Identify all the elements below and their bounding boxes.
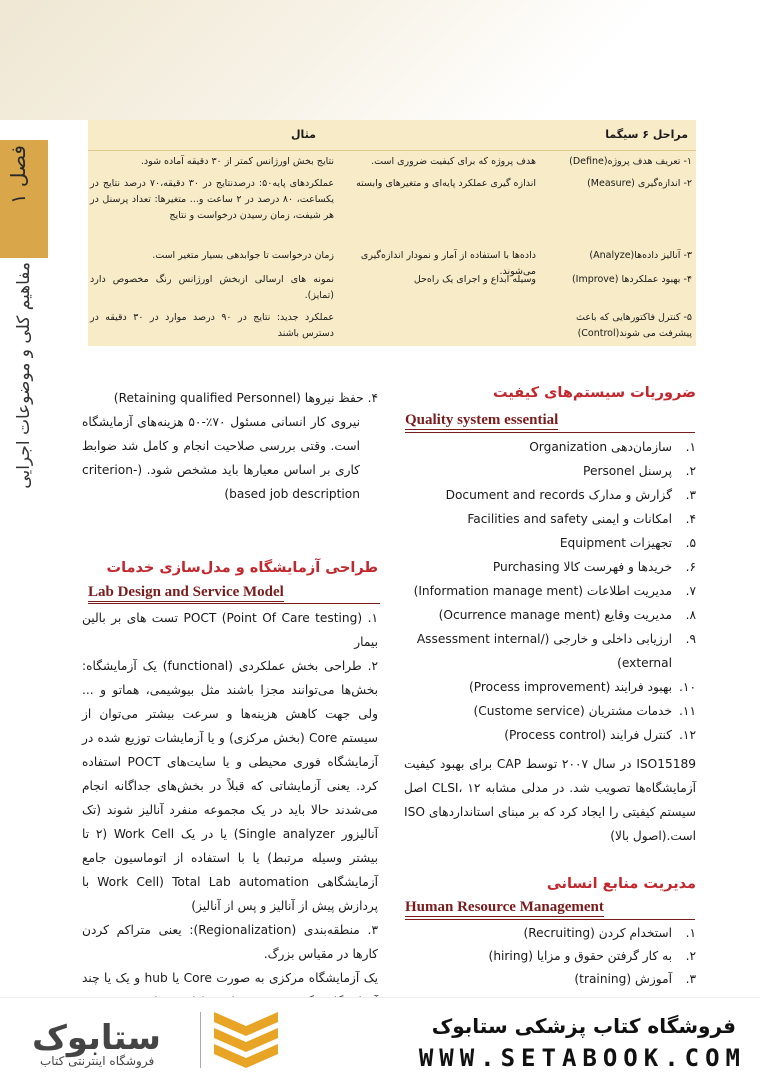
chapter-label: فصل ۱	[6, 145, 30, 205]
list-item: ۸.مدیریت وقایع (Ocurrence manage ment)	[438, 608, 696, 622]
quality-title: ضروریات سیستم‌های کیفیت	[492, 385, 696, 401]
list-item: ۶.خریدها و فهرست کالا Purchasing	[492, 560, 696, 574]
table-cell-example: عملکردهای پایه۵۰: درصدنتایج در ۳۰ دقیقه،۷۰ درصد نتایج در یکساعت، ۸۰ درصد در ۲ ساعت و... متغیرها: تعداد پرسنل در هر شیفت، زمان رسیدن درخواست و نتایج	[90, 178, 335, 221]
quality-title-en: Quality system essential	[405, 412, 559, 428]
list-item: ۲. طراحی بخش عملکردی (functional) یک آزمایشگاه: بخش‌ها می‌توانند مجزا باشند مثل بیوشیمی، هماتو و ... ولی جهت کاهش هزینه‌ها و سرعت بیشتر می‌توان از سیستم Core (بخش مرکزی) و یا آزمایشات توزیع شده در آزمایشگاه فوری محیطی و یا سایت‌های POCT استفاده کرد. یعنی آزمایشاتی که قبلاً در بخش‌های جداگانه انجام می‌شدند حالا باید در یک مجموعه منفرد آنالیز شوند (تک آنالیزور Single analyzer) یا در یک Work Cell (۲ تا بیشتر وسیله مرتبط) یا با استفاده از اتوماسیون جامع آزمایشگاهی Total Lab automation (Work Cell با پردازش پیش از آنالیز و پس از آنالیز)	[82, 659, 378, 913]
list-item: ۳.گزارش و مدارک Document and records	[445, 488, 696, 502]
quality-rule	[405, 432, 695, 433]
list-item: ۱.سازمان‌دهی Organization	[529, 440, 696, 454]
list-item: ۳. منطقه‌بندی (Regionalization): یعنی متراکم کردن کارها در مقیاس بزرگ.	[82, 923, 378, 961]
list-item: external)	[617, 656, 672, 670]
hr-rule	[405, 919, 695, 920]
lab-design-title: طراحی آزمایشگاه و مدل‌سازی خدمات	[106, 560, 378, 576]
table-cell-step: ۱- تعریف هدف پروژه(Define)	[569, 156, 692, 167]
hr-title: مدیریت منابع انسانی	[546, 876, 696, 892]
shop-name: فروشگاه کتاب پزشکی ستابوک	[431, 1014, 736, 1038]
table-divider	[88, 150, 696, 151]
list-item: ۳.آموزش (training)	[574, 972, 696, 986]
header-decoration	[0, 0, 760, 120]
retaining-section	[82, 386, 378, 532]
chevron-logo-icon	[214, 1012, 278, 1072]
table-cell-desc: داده‌ها با استفاده از آمار و نمودار اندازه‌گیری می‌شوند.	[360, 250, 536, 277]
quality-list	[396, 440, 696, 760]
list-item: یک آزمایشگاه مرکزی به صورت Core یا hub و یک یا چند	[82, 971, 379, 985]
table-cell-example: عملکرد جدید: نتایج در ۹۰ درصد موارد در ۳۰ دقیقه در دسترس باشند	[90, 312, 334, 339]
brand-logo-subtitle: فروشگاه اینترنتی کتاب	[40, 1054, 155, 1068]
list-item: ۵.تجهیزات Equipment	[559, 536, 696, 550]
list-item: ۹.ارزیابی داخلی و خارجی (/Assessment internal	[416, 632, 696, 646]
lab-design-rule	[88, 603, 380, 604]
footer-banner	[0, 997, 760, 1080]
table-cell-step: ۲- اندازه‌گیری (Measure)	[587, 178, 692, 189]
table-cell-example: نمونه های ارسالی ازبخش اورژانس رنگ مخصوص دارد (تمایز).	[90, 274, 334, 301]
retaining-title: ۴. حفظ نیروها (Retaining qualified Personnel)	[113, 391, 378, 405]
table-cell-step: ۴- بهبود عملکردها (Improve)	[571, 274, 692, 285]
list-item: ۱۰.بهبود فرایند (Process improvement)	[469, 680, 696, 694]
table-cell-desc: اندازه گیری عملکرد پایه‌ای و متغیرهای وابسته	[356, 178, 536, 189]
hr-title-en: Human Resource Management	[405, 899, 604, 915]
list-item: ۲.به کار گرفتن حقوق و مزایا (hiring)	[488, 949, 696, 963]
footer-divider	[200, 1012, 201, 1068]
list-item: ۱.استخدام کردن (Recruiting)	[523, 926, 696, 940]
chapter-subtitle: مفاهیم کلی و موضوعات اجرایی	[14, 262, 34, 489]
lab-design-title-en: Lab Design and Service Model	[88, 584, 284, 600]
list-item: ۲.پرسنل Personel	[583, 464, 696, 478]
hr-list	[396, 926, 696, 998]
list-item: ۱۱.خدمات مشتریان (Custome service)	[473, 704, 696, 718]
table-header-steps: مراحل ۶ سیگما	[605, 128, 688, 141]
quality-paragraph: ISO15189 در سال ۲۰۰۷ توسط CAP برای بهبود کیفیت آزمایشگاه‌ها تصویب شد. در مدلی مشابه CLSI، ۱۲ اصل سیستم کیفیتی را ایجاد کرد که بر مبنای استانداردهای ISO است.(اصول بالا)	[404, 757, 697, 843]
six-sigma-table	[88, 120, 696, 346]
shop-url[interactable]: WWW.SETABOOK.COM	[418, 1044, 746, 1072]
list-item: ۷.مدیریت اطلاعات (Information manage ment)	[413, 584, 696, 598]
table-cell-desc: هدف پروژه که برای کیفیت ضروری است.	[371, 156, 536, 167]
retaining-body: نیروی کار انسانی مسئول ۷۰٪-۵۰ هزینه‌های آزمایشگاه است. وقتی بررسی صلاحیت انجام و کامل شد ضوابط کاری بر اساس معیارها باید مشخص شود. (criterion-based job description)	[82, 415, 360, 501]
brand-logo-text: ستابوک	[32, 1018, 161, 1058]
list-item: ۱۲.کنترل فرایند (Process control)	[504, 728, 696, 742]
table-cell-example: زمان درخواست تا جوابدهی بسیار متغیر است.	[152, 250, 334, 261]
table-header-example: مثال	[291, 128, 316, 141]
table-cell-step: ۳- آنالیز داده‌ها(Analyze)	[589, 250, 692, 261]
table-cell-step: ۵- کنترل فاکتورهایی که باعث پیشرفت می شوند(Control)	[576, 312, 692, 339]
lab-design-list	[82, 606, 378, 996]
list-item: ۱. POCT (Point Of Care testing) تست های بر بالین بیمار	[82, 611, 378, 649]
table-cell-desc: وسیله ابداع و اجرای یک راه‌حل	[413, 274, 536, 285]
list-item: ۴.امکانات و ایمنی Facilities and safety	[467, 512, 696, 526]
table-cell-example: نتایج بخش اورژانس کمتر از ۳۰ دقیقه آماده شود.	[140, 156, 334, 167]
